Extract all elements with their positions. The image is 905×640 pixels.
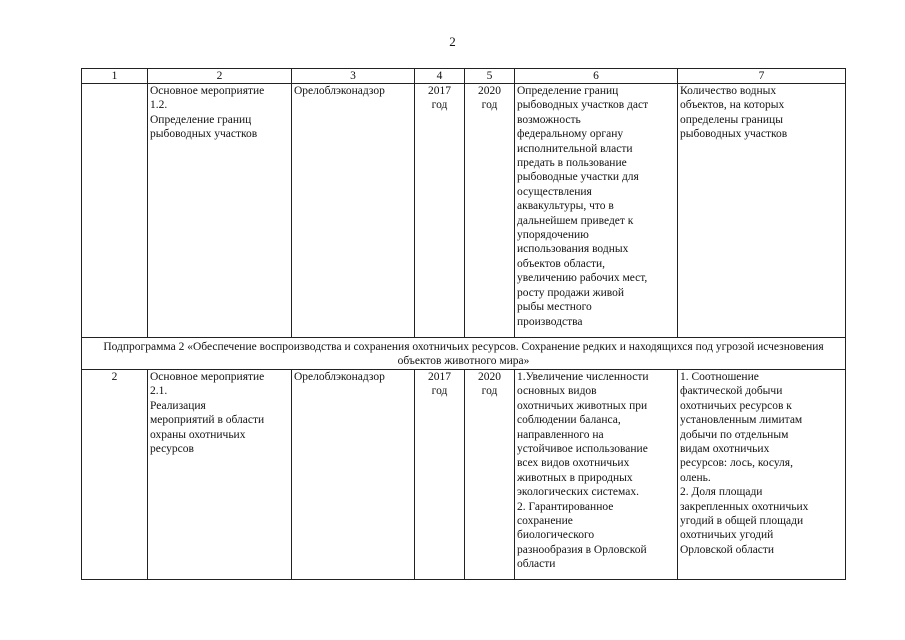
column-number-3: 3 [292, 69, 415, 84]
column-number-4: 4 [415, 69, 465, 84]
subprogram-row [82, 338, 846, 370]
column-number-7: 7 [678, 69, 846, 84]
column-number-6: 6 [515, 69, 678, 84]
indicator-cell: 1. Соотношение фактической добычи охотничьих ресурсов к установленным лимитам добычи по отдельным видам охотничьих ресурсов: лось, косуля, олень. 2. Доля площади закрепленных охотничьих угодий в общей площади охотничьих угодий Орловской области [678, 370, 846, 580]
table-row [82, 370, 846, 580]
activity-cell: Основное мероприятие 1.2. Определение границ рыбоводных участков [148, 84, 292, 338]
end-year-cell: 2020 год [465, 84, 515, 338]
page-number: 2 [449, 34, 456, 49]
end-year-cell: 2020 год [465, 370, 515, 580]
column-numbers-row [82, 69, 846, 84]
column-number-2: 2 [148, 69, 292, 84]
result-cell: 1.Увеличение численности основных видов охотничьих животных при соблюдении баланса, направленного на устойчивое использование всех видов охотничьих животных в природных экологических системах. 2. Гарантированное сохранение биологического разнообразия в Орловской области [515, 370, 678, 580]
program-table [81, 68, 846, 580]
column-number-1: 1 [82, 69, 148, 84]
start-year-cell: 2017 год [415, 84, 465, 338]
activity-cell: Основное мероприятие 2.1. Реализация мероприятий в области охраны охотничьих ресурсов [148, 370, 292, 580]
subprogram-title: Подпрограмма 2 «Обеспечение воспроизводства и сохранения охотничьих ресурсов. Сохранение редких и находящихся под угрозой исчезновения объектов животного мира» [82, 338, 846, 370]
executor-cell: Орелоблэконадзор [292, 370, 415, 580]
column-number-5: 5 [465, 69, 515, 84]
start-year-cell: 2017 год [415, 370, 465, 580]
executor-cell: Орелоблэконадзор [292, 84, 415, 338]
indicator-cell: Количество водных объектов, на которых определены границы рыбоводных участков [678, 84, 846, 338]
result-cell: Определение границ рыбоводных участков даст возможность федеральному органу исполнительной власти предать в пользование рыбоводные участки для осуществления аквакультуры, что в дальнейшем приведет к упорядочению использования водных объектов области, увеличению рабочих мест, росту продажи живой рыбы местного производства [515, 84, 678, 338]
table-row [82, 84, 846, 338]
row-number: 2 [82, 370, 148, 580]
row-number [82, 84, 148, 338]
